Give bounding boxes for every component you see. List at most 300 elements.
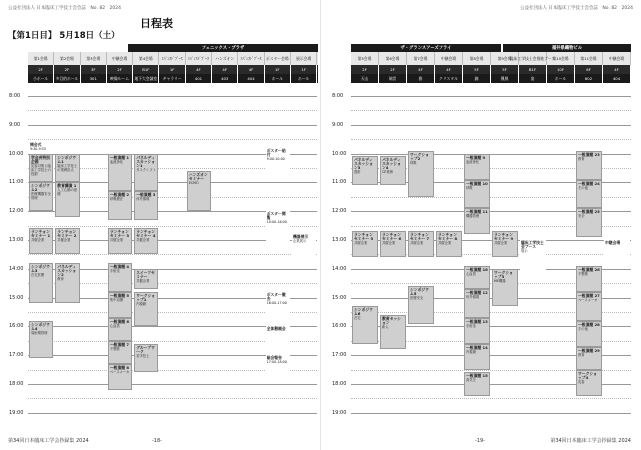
- room-floor: 3F: [81, 65, 107, 74]
- session-detail: 体外循環: [466, 294, 480, 299]
- session-block[interactable]: [464, 266, 490, 289]
- session-title: 一般演題 24: [578, 180, 600, 186]
- room-name: 第10会場: [547, 52, 575, 65]
- session-detail: 医療安全: [410, 296, 424, 301]
- session-detail: タスクシフト: [136, 167, 156, 172]
- session-title: 一般演題 2: [109, 192, 130, 198]
- session-detail: CE業務: [382, 170, 393, 175]
- time-label: 13:00: [9, 237, 24, 243]
- session-detail: その他: [578, 185, 588, 190]
- room-floor: 6F: [575, 65, 603, 74]
- session-block[interactable]: [108, 292, 132, 318]
- session-title: 一般演題 10: [466, 180, 488, 186]
- room-floor: 1F: [265, 65, 291, 74]
- room-name: ｴﾊﾞﾝｽﾄﾞﾌﾞｰｽ: [238, 52, 264, 65]
- room-floor: 5F: [463, 65, 491, 74]
- session-title: シンポジウム5: [410, 287, 429, 297]
- session-detail: 血液浄化: [109, 159, 124, 164]
- header-running-title: 公益社団法人 日本臨床工学技士会会誌 No. 82 2024: [8, 6, 122, 11]
- session-title: 一般演題 4: [109, 264, 130, 270]
- session-detail: 共催企業: [410, 241, 424, 246]
- page-number: -19-: [475, 438, 485, 444]
- room-hall: ギャラリー: [159, 74, 185, 83]
- session-block[interactable]: [134, 228, 158, 254]
- session-block[interactable]: [134, 191, 158, 220]
- room-hall: 映像ルーム: [107, 74, 133, 83]
- session-block[interactable]: [55, 182, 79, 217]
- room-name: 臨床工学技士会推進ブース: [519, 52, 547, 65]
- session-title: 一般演題 29: [578, 347, 600, 353]
- schedule-grid-left: [8, 44, 318, 416]
- session-title: ワークショップ2: [410, 151, 429, 161]
- time-label: 12:00: [9, 208, 24, 215]
- session-detail: 共催企業: [382, 241, 396, 246]
- room-name: 第11会場: [575, 52, 603, 65]
- time-label: 10:00: [9, 150, 24, 157]
- session-detail: 共催企業: [109, 238, 124, 243]
- session-detail: 共催企業: [57, 238, 71, 243]
- room-floor: 2F: [107, 65, 133, 74]
- session-detail: 若手技士: [136, 353, 150, 358]
- session-block[interactable]: [408, 151, 434, 197]
- room-floor: 4F: [186, 65, 212, 74]
- session-title: 一般演題 13: [466, 318, 488, 324]
- room-floor: 4F: [407, 65, 435, 74]
- room-hall-row: [28, 74, 318, 83]
- session-title: 一般演題 9: [466, 154, 486, 160]
- room-hall: 鳳凰: [491, 74, 519, 83]
- session-block[interactable]: [576, 321, 602, 347]
- session-block[interactable]: [352, 156, 378, 185]
- session-title: 教育講演 1: [57, 183, 77, 189]
- session-title: 開会式: [30, 142, 42, 148]
- session-title: シンポジウム4: [31, 321, 50, 331]
- session-title: ポスター閲覧: [266, 211, 286, 221]
- session-detail: 共催企業: [494, 241, 508, 246]
- time-label: 17:00: [332, 352, 347, 359]
- half-hour-line: [28, 398, 317, 399]
- session-block[interactable]: [352, 231, 378, 257]
- time-label: 9:00: [332, 121, 344, 128]
- room-hall: 天山: [351, 74, 379, 83]
- session-detail: 共催企業: [31, 238, 45, 243]
- session-detail: その他: [578, 326, 588, 331]
- session-title: シンポジウム1: [57, 154, 77, 164]
- session-block[interactable]: [576, 266, 602, 292]
- session-detail: 災害対策と臨床工学技士の役割: [31, 163, 51, 176]
- hour-line: [351, 96, 631, 97]
- session-title: ハンズオンセミナー: [188, 171, 208, 181]
- session-block[interactable]: [134, 344, 158, 373]
- room-hall: 小ホール: [28, 74, 54, 83]
- session-block[interactable]: [292, 234, 316, 263]
- session-detail: 体外循環: [136, 197, 150, 202]
- time-label: 14:00: [9, 265, 24, 272]
- session-detail: 心血管: [466, 271, 476, 276]
- time-label: 18:00: [9, 381, 24, 387]
- session-title: 一般演題 8: [109, 364, 130, 370]
- session-title: スイーツセミナー: [136, 269, 155, 279]
- hour-line: [28, 96, 317, 97]
- session-title: 一般演題 1: [109, 154, 130, 160]
- session-detail: 教育: [578, 352, 585, 357]
- time-label: 9:00: [9, 121, 21, 128]
- room-name: ｴﾊﾞﾝｽﾄﾞﾌﾞｰｽ: [186, 52, 212, 65]
- room-name-row: [351, 52, 631, 65]
- room-hall: 宴: [519, 74, 547, 83]
- session-detail: 教育: [578, 156, 585, 161]
- room-name: 中継会場: [435, 52, 463, 65]
- hour-line: [28, 384, 317, 385]
- room-name: 第3会場: [81, 52, 107, 65]
- room-name: 中継会場: [107, 52, 133, 65]
- session-detail: 人工心肺の基礎: [57, 188, 78, 197]
- room-name: ポスター会場: [265, 52, 291, 65]
- time-label: 10:00: [332, 150, 347, 157]
- room-name: 第9会場: [491, 52, 519, 65]
- session-title: 総会報告: [266, 355, 282, 361]
- session-block[interactable]: [576, 292, 602, 321]
- session-title: ランチョンセミナー 1: [31, 229, 51, 239]
- room-hall: 602: [575, 74, 603, 83]
- time-label: 16:00: [9, 323, 24, 330]
- session-block[interactable]: [464, 318, 490, 344]
- session-detail: 呼吸: [410, 160, 417, 165]
- session-detail: 新人: [382, 324, 389, 329]
- session-block[interactable]: [266, 148, 290, 174]
- page-title: 日程表: [140, 17, 173, 30]
- session-title: 全体懇親会: [266, 326, 286, 332]
- room-floor-row: [28, 65, 318, 74]
- session-detail: 共催企業: [354, 241, 368, 246]
- room-floor: 4F: [603, 65, 631, 74]
- room-name: 第1会場: [28, 52, 54, 65]
- session-title: パネルディスカッション1: [136, 154, 156, 168]
- room-hall-row: [351, 74, 631, 83]
- session-detail: 臨床工学技士の業務拡大: [57, 163, 78, 172]
- room-floor: 2F: [379, 65, 407, 74]
- session-block[interactable]: [464, 208, 490, 234]
- session-block[interactable]: [436, 231, 462, 257]
- session-detail: 透析: [354, 170, 361, 175]
- session-block[interactable]: [576, 151, 602, 180]
- half-hour-line: [351, 139, 631, 140]
- room-hall: 錦: [463, 74, 491, 83]
- room-floor: B1F: [519, 65, 547, 74]
- room-hall: 301: [81, 74, 107, 83]
- room-name: ハンズオン: [212, 52, 238, 65]
- session-block[interactable]: [55, 228, 79, 254]
- session-block[interactable]: [380, 231, 406, 257]
- session-title: 一般演題 27: [578, 292, 600, 298]
- session-detail: 不整脈: [578, 271, 588, 276]
- session-block[interactable]: [108, 263, 132, 292]
- session-block[interactable]: [408, 286, 434, 323]
- session-detail: 機器管理: [466, 214, 480, 219]
- room-name: 中継会場: [603, 52, 631, 65]
- session-title: 一般演題 23: [578, 151, 600, 157]
- session-title: グループワーク: [136, 344, 155, 354]
- time-axis: [8, 44, 28, 416]
- hour-line: [28, 125, 317, 126]
- session-block[interactable]: [29, 182, 53, 211]
- session-block[interactable]: [464, 180, 490, 209]
- time-label: 17:00: [9, 352, 24, 359]
- session-title: 一般演題 28: [578, 321, 600, 327]
- session-block[interactable]: [108, 191, 132, 220]
- session-title: 一般演題 26: [578, 266, 600, 272]
- session-title: ランチョンセミナー 2: [57, 229, 77, 239]
- half-hour-line: [351, 398, 631, 399]
- session-detail: 共催企業: [136, 278, 150, 283]
- session-block[interactable]: [464, 289, 490, 318]
- room-hall: 404: [238, 74, 264, 83]
- left-page: [0, 0, 320, 450]
- session-block[interactable]: [380, 156, 406, 185]
- session-title: 学会長特別企画: [31, 154, 50, 164]
- time-label: 11:00: [9, 179, 24, 186]
- day-heading: 【第1日目】 5月18日（土）: [8, 31, 120, 41]
- hour-line: [351, 125, 631, 126]
- room-floor: 1F: [159, 65, 185, 74]
- session-title: 一般演題 12: [466, 289, 488, 295]
- page-number: -18-: [152, 438, 162, 444]
- time-label: 19:00: [332, 409, 347, 416]
- session-detail: 災害: [578, 379, 585, 384]
- room-floor: 2F: [28, 65, 54, 74]
- session-title: シンポジウム6: [354, 307, 373, 317]
- session-block[interactable]: [266, 292, 290, 321]
- session-block[interactable]: [352, 306, 378, 343]
- venue-group: 福井県織物ビル: [503, 44, 631, 52]
- room-floor: 5F: [491, 65, 519, 74]
- session-block[interactable]: [108, 154, 132, 191]
- session-detail: 企業展示: [293, 239, 307, 244]
- session-block[interactable]: [108, 341, 132, 364]
- session-title: 一般演題 16: [466, 266, 488, 272]
- session-block[interactable]: [134, 269, 158, 289]
- time-label: 19:00: [9, 409, 24, 416]
- session-block[interactable]: [108, 364, 132, 390]
- session-block[interactable]: [134, 154, 158, 191]
- time-label: 15:00: [332, 294, 347, 301]
- session-detail: 共催企業: [438, 241, 452, 246]
- session-title: 一般演題 7: [109, 341, 130, 347]
- room-floor: 4F: [212, 65, 238, 74]
- session-title: 一般演題 14: [466, 344, 488, 350]
- time-label: 11:00: [332, 179, 347, 186]
- session-detail: 高気圧: [466, 378, 476, 383]
- session-block[interactable]: [29, 142, 53, 154]
- session-block[interactable]: [29, 154, 53, 183]
- footer-title: 第34回日本臨床工学会抄録集 2024: [550, 438, 631, 444]
- session-detail: 医療機器安全管理: [31, 192, 51, 201]
- session-title: ワークショップ1: [136, 292, 156, 302]
- right-page: [320, 0, 641, 450]
- session-detail: 安全: [578, 214, 585, 219]
- room-floor-row: [351, 65, 631, 74]
- room-floor: 4F: [435, 65, 463, 74]
- room-hall: 404: [603, 74, 631, 83]
- session-title: 教育セッション: [382, 315, 401, 325]
- session-block[interactable]: [576, 347, 602, 370]
- session-detail: 内視鏡: [466, 349, 476, 354]
- session-detail: ペースメーカ: [578, 297, 598, 302]
- room-floor: 2F: [54, 65, 80, 74]
- session-detail: 手術室: [109, 269, 120, 274]
- session-title: ランチョンセミナー 7: [410, 232, 430, 242]
- half-hour-line: [28, 139, 317, 140]
- half-hour-line: [351, 110, 631, 111]
- session-detail: 17:00-18:00: [266, 360, 287, 365]
- session-title: パネルディスカッション3: [354, 157, 373, 171]
- room-name: 第7会場: [407, 52, 435, 65]
- room-hall: 瑞雲: [379, 74, 407, 83]
- session-detail: 教育: [57, 277, 64, 282]
- header-running-title: 公益社団法人 日本臨床工学技士会会誌 No. 82 2024: [519, 6, 633, 11]
- session-title: シンポジウム3: [31, 264, 50, 274]
- session-detail: 内視鏡: [136, 301, 147, 306]
- room-hall: 401: [186, 74, 212, 83]
- session-title: 機器展示: [293, 234, 309, 240]
- session-block[interactable]: [380, 315, 406, 350]
- session-title: 一般演題 6: [109, 318, 130, 324]
- session-block[interactable]: [576, 370, 602, 396]
- session-detail: 在宅: [354, 316, 361, 321]
- session-title: シンポジウム2: [31, 183, 50, 193]
- session-title: ランチョンセミナー 8: [438, 232, 458, 242]
- session-block[interactable]: [108, 228, 132, 254]
- session-block[interactable]: [266, 355, 290, 372]
- session-block[interactable]: [464, 344, 490, 370]
- session-detail: 不整脈: [109, 346, 120, 351]
- session-title: ランチョンセミナー 4: [136, 229, 156, 239]
- time-label: 16:00: [332, 323, 347, 330]
- session-title: 一般演題 15: [466, 373, 488, 379]
- time-label: 14:00: [332, 265, 347, 272]
- session-title: ランチョンセミナー 3: [109, 229, 130, 239]
- session-block[interactable]: [266, 326, 290, 349]
- time-axis: [331, 44, 351, 416]
- time-label: 15:00: [9, 294, 24, 301]
- session-detail: ECMO: [188, 180, 199, 185]
- room-name: 第6会場: [379, 52, 407, 65]
- session-detail: 16:00-17:00: [266, 300, 287, 305]
- session-detail: 10:00-16:00: [266, 220, 287, 225]
- room-floor: 1F: [291, 65, 317, 74]
- session-block[interactable]: [464, 154, 490, 180]
- session-title: パネルディスカッション2: [57, 264, 77, 278]
- time-label: 12:00: [332, 208, 347, 215]
- session-title: ランチョンセミナー 9: [494, 232, 514, 242]
- half-hour-line: [28, 110, 317, 111]
- session-block[interactable]: [576, 180, 602, 209]
- session-block[interactable]: [604, 240, 630, 263]
- time-label: 13:00: [332, 237, 347, 243]
- session-block[interactable]: [408, 231, 434, 257]
- venue-group: フェニックス・プラザ: [128, 44, 318, 52]
- session-detail: 手術室: [466, 323, 476, 328]
- session-block[interactable]: [108, 318, 132, 341]
- session-detail: 9:00-10:00: [266, 156, 285, 161]
- session-detail: 呼吸療法: [109, 197, 124, 202]
- room-hall: クリスタル: [435, 74, 463, 83]
- session-block[interactable]: [134, 292, 158, 327]
- room-hall: ホール: [265, 74, 291, 83]
- footer-title: 第34回日本臨床工学会抄録集 2024: [8, 438, 89, 444]
- room-name: 第4会場: [133, 52, 159, 65]
- session-title: 一般演題 5: [109, 292, 130, 298]
- session-block[interactable]: [492, 269, 518, 306]
- room-name: 第5会場: [351, 52, 379, 65]
- session-detail: 集中治療: [109, 297, 124, 302]
- hour-line: [28, 413, 317, 414]
- session-detail: 血液浄化: [466, 159, 480, 164]
- session-block[interactable]: [55, 263, 79, 303]
- session-detail: 在宅医療: [31, 273, 45, 278]
- session-block[interactable]: [55, 154, 79, 183]
- session-block[interactable]: [520, 240, 546, 280]
- session-detail: 9:40-9:55: [30, 147, 46, 152]
- session-title: 臨床工学技士会ブース: [521, 240, 544, 249]
- room-hall: ホール: [547, 74, 575, 83]
- session-title: 一般演題 3: [136, 192, 156, 198]
- session-detail: 周術期管理: [31, 330, 48, 335]
- session-block[interactable]: [464, 372, 490, 395]
- session-title: ポスター撤去: [266, 291, 286, 301]
- hour-line: [351, 413, 631, 414]
- session-block[interactable]: [187, 171, 211, 211]
- room-hall: 雅: [407, 74, 435, 83]
- session-block[interactable]: [29, 321, 53, 358]
- session-title: ポスター貼付: [266, 147, 286, 157]
- room-hall: 地下大会議室: [133, 74, 159, 83]
- room-floor: 10F: [547, 65, 575, 74]
- room-name: ｴﾊﾞﾝｽﾄﾞﾌﾞｰｽ: [159, 52, 185, 65]
- session-block[interactable]: [576, 208, 602, 237]
- venue-group: ザ・グランスアーズフライ: [351, 44, 501, 52]
- session-detail: ペースメーカ: [109, 369, 130, 374]
- room-name: 第8会場: [463, 52, 491, 65]
- session-title: ワークショップ3: [494, 269, 513, 279]
- room-floor: 2F: [351, 65, 379, 74]
- session-title: パネルディスカッション4: [382, 157, 401, 171]
- session-title: ワークショップ4: [578, 370, 597, 380]
- room-floor: 4F: [238, 65, 264, 74]
- session-title: ランチョンセミナー 5: [354, 232, 374, 242]
- session-title: 一般演題 25: [578, 209, 600, 215]
- session-block[interactable]: [29, 263, 53, 303]
- room-floor: B1F: [133, 65, 159, 74]
- room-name-row: [28, 52, 318, 65]
- session-block[interactable]: [492, 231, 518, 257]
- session-title: 一般演題 11: [466, 209, 488, 215]
- session-detail: 共催企業: [136, 238, 150, 243]
- session-block[interactable]: [29, 228, 53, 254]
- session-detail: 心血管: [109, 323, 120, 328]
- time-label: 18:00: [332, 381, 347, 387]
- session-detail: ME機器: [494, 278, 506, 283]
- room-hall: 403: [212, 74, 238, 83]
- session-block[interactable]: [266, 211, 290, 246]
- room-hall: ホール: [291, 74, 317, 83]
- session-detail: 呼吸: [466, 185, 473, 190]
- half-hour-line: [28, 254, 317, 255]
- room-hall: 多目的ホール: [54, 74, 80, 83]
- session-title: 中継会場: [605, 240, 621, 245]
- time-label: 8:00: [9, 93, 21, 99]
- schedule-grid-right: [331, 44, 633, 416]
